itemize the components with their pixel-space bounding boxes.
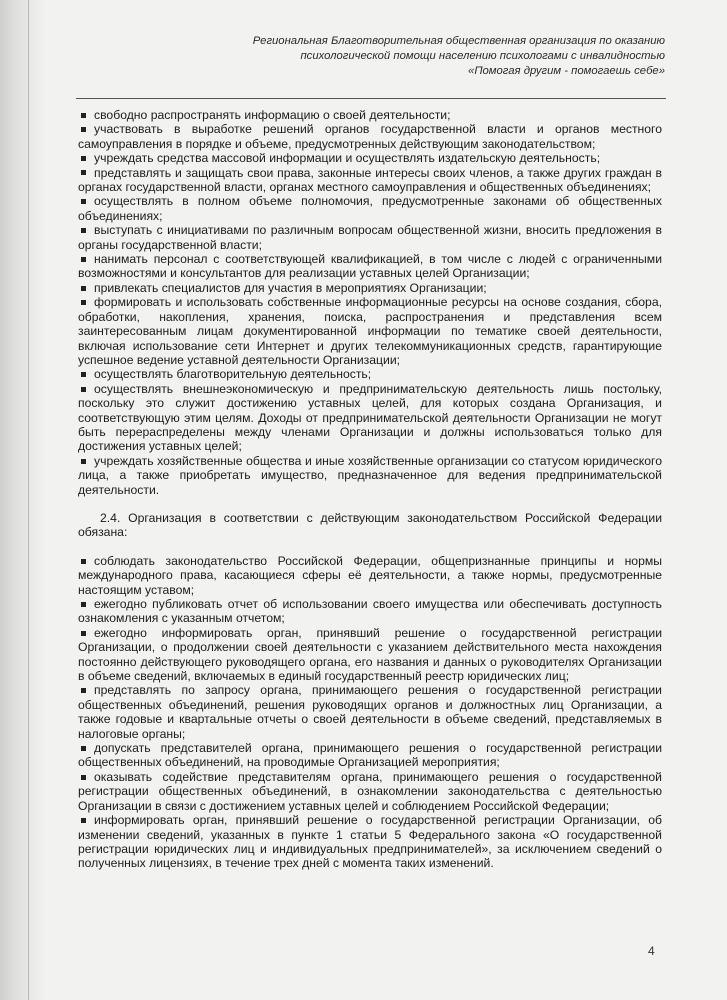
header-line-1: Региональная Благотворительная общественная организация по оказанию xyxy=(252,35,665,47)
page-number: 4 xyxy=(648,944,655,958)
bullet-icon xyxy=(81,387,86,392)
list-item: допускать представителей органа, принимающего решения о государственной регистрации общественных объединений, на проводимые Организацией мероприятия; xyxy=(78,741,662,770)
bullet-icon xyxy=(81,170,86,175)
bullet-icon xyxy=(81,559,86,564)
bullet-icon xyxy=(81,372,86,377)
list-item: нанимать персонал с соответствующей квалификацией, в том числе с людей с ограниченными возможностями и консультантов для реализации уставных целей Организации; xyxy=(78,252,662,281)
list-item: оказывать содействие представителям органа, принимающего решения о государственной регистрации общественных объединений, в ознакомлении законодательства с деятельностью Организации в связи с достижением уставных целей и соблюдением Российской Федерации; xyxy=(78,769,662,813)
bullet-icon xyxy=(81,300,86,305)
list-item: представлять по запросу органа, принимающего решения о государственной регистрации общественных объединений, решения руководящих органов и должностных лиц Организации, а также годовые и квартальные отчеты о своей деятельности в объеме сведений, представляемых в налоговые органы; xyxy=(78,683,662,741)
bullet-icon xyxy=(81,746,86,751)
section-2-4-heading: 2.4. Организация в соответствии с действующим законодательством Российской Федерации обязана: xyxy=(78,510,662,540)
list-item: представлять и защищать свои права, законные интересы своих членов, а также других граждан в органах государственной власти, органах местного самоуправления и общественных объединениях; xyxy=(78,165,662,195)
list-item: информировать орган, принявший решение о государственной регистрации Организации, об изменении сведений, указанных в пункте 1 статьи 5 Федерального закона «О государственной регистрации юридических лиц и индивидуальных предпринимателей», за исключением сведений о полученных лицензиях, в течение трех дней с момента таких изменений. xyxy=(78,813,662,871)
list-item: выступать с инициативами по различным вопросам общественной жизни, вносить предложения в органы государственной власти; xyxy=(78,223,662,252)
bullet-icon xyxy=(81,127,86,132)
bullet-icon xyxy=(81,286,86,291)
bullet-icon xyxy=(81,199,86,204)
obligations-list xyxy=(78,554,662,871)
header-line-2: психологической помощи населению психологами с инвалидностью xyxy=(300,50,665,62)
list-item: свободно распространять информацию о своей деятельности; xyxy=(78,108,662,122)
bullet-icon xyxy=(81,775,86,780)
list-item: участвовать в выработке решений органов государственной власти и органов местного самоуправления в порядке и объеме, предусмотренных действующим законодательством; xyxy=(78,122,662,151)
page-edge-line xyxy=(28,0,29,1000)
bullet-icon xyxy=(81,818,86,823)
list-item: осуществлять благотворительную деятельность; xyxy=(78,367,662,381)
list-item: учреждать средства массовой информации и осуществлять издательскую деятельность; xyxy=(78,151,662,165)
list-item: привлекать специалистов для участия в мероприятиях Организации; xyxy=(78,281,662,295)
bullet-icon xyxy=(81,459,86,464)
document-header xyxy=(130,34,665,79)
list-item: учреждать хозяйственные общества и иные хозяйственные организации со статусом юридического лица, а также приобретать имущество, предназначенное для ведения предпринимательской деятельности. xyxy=(78,453,662,497)
bullet-icon xyxy=(81,228,86,233)
list-item: формировать и использовать собственные информационные ресурсы на основе создания, сбора, обработки, накопления, хранения, поиска, распространения и представления всем заинтересованным лицам документированной информации по тематике своей деятельности, включая использование сети Интернет и других телекоммуникационных средств, гарантирующие успешное ведение уставной деятельности Организации; xyxy=(78,295,662,367)
bullet-icon xyxy=(81,631,86,636)
list-item: ежегодно информировать орган, принявший решение о государственной регистрации Организации, о продолжении своей деятельности с указанием действительного места нахождения постоянно действующего руководящего органа, его названия и данных о руководителях Организации в объеме сведений, включаемых в единый государственный реестр юридических лиц; xyxy=(78,625,662,684)
bullet-icon xyxy=(81,602,86,607)
page-edge-shadow xyxy=(0,0,46,1000)
list-item: ежегодно публиковать отчет об использовании своего имущества или обеспечивать доступность ознакомления с указанным отчетом; xyxy=(78,597,662,626)
header-line-3: «Помогая другим - помогаешь себе» xyxy=(468,65,665,77)
bullet-icon xyxy=(81,688,86,693)
list-item: соблюдать законодательство Российской Федерации, общепризнанные принципы и нормы международного права, касающиеся сферы её деятельности, а также нормы, предусмотренные настоящим уставом; xyxy=(78,553,662,597)
header-divider xyxy=(76,98,666,99)
bullet-icon xyxy=(81,257,86,262)
document-body xyxy=(78,108,662,871)
rights-list xyxy=(78,108,662,497)
bullet-icon xyxy=(81,113,86,118)
list-item: осуществлять в полном объеме полномочия, предусмотренные законами об общественных объединениях; xyxy=(78,194,662,223)
list-item: осуществлять внешнеэкономическую и предпринимательскую деятельность лишь постольку, поскольку это служит достижению уставных целей, для которых создана Организация, и соответствующую этим целям. Доходы от предпринимательской деятельности Организации не могут быть перераспределены между членами Организации и должны использоваться только для достижения уставных целей; xyxy=(78,381,662,454)
bullet-icon xyxy=(81,156,86,161)
